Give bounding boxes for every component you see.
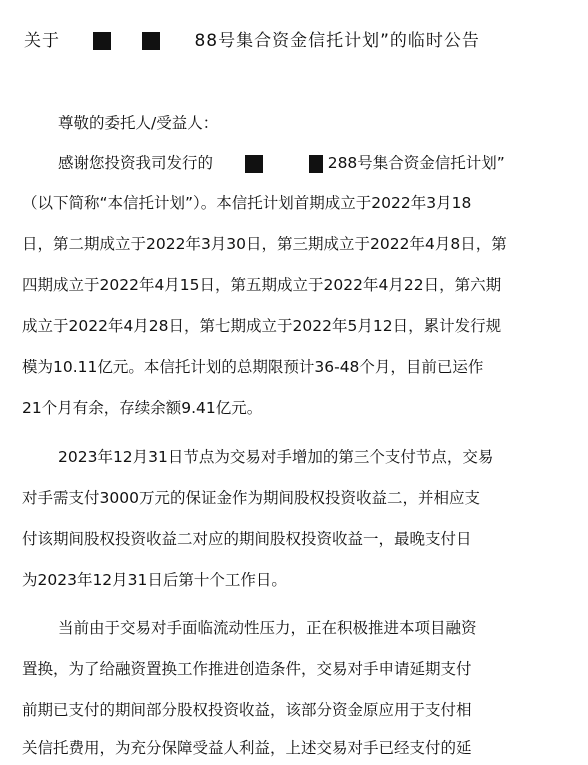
paragraph-2-line-1: 2023年12月31日节点为交易对手增加的第三个支付节点，交易 bbox=[58, 448, 494, 466]
paragraph-3-line-1: 当前由于交易对手面临流动性压力，正在积极推进本项目融资 bbox=[58, 619, 477, 637]
salutation: 尊敬的委托人/受益人： bbox=[58, 114, 219, 132]
paragraph-3-line-4: 关信托费用，为充分保障受益人利益，上述交易对手已经支付的延 bbox=[22, 739, 472, 757]
paragraph-3-line-3: 前期已支付的期间部分股权投资收益，该部分资金原应用于支付相 bbox=[22, 701, 472, 719]
paragraph-1-line-1 bbox=[58, 153, 505, 173]
paragraph-1-line-3: 日，第二期成立于2022年3月30日，第三期成立于2022年4月8日，第 bbox=[22, 235, 507, 253]
title-prefix: 关于 bbox=[24, 31, 60, 51]
redaction-block bbox=[142, 32, 160, 50]
paragraph-3-line-2: 置换，为了给融资置换工作推进创造条件，交易对手申请延期支付 bbox=[22, 660, 472, 678]
paragraph-1-line-1-prefix: 感谢您投资我司发行的 bbox=[58, 154, 214, 172]
redaction-block bbox=[245, 155, 263, 173]
paragraph-1-line-2: （以下简称“本信托计划”）。本信托计划首期成立于2022年3月18 bbox=[22, 194, 472, 212]
redaction-block bbox=[93, 32, 111, 50]
paragraph-1-line-6: 模为10.11亿元。本信托计划的总期限预计36-48个月，目前已运作 bbox=[22, 358, 484, 376]
redaction-block bbox=[309, 155, 323, 173]
announcement-title bbox=[24, 26, 480, 51]
paragraph-1-line-7: 21个月有余，存续余额9.41亿元。 bbox=[22, 399, 263, 417]
paragraph-1-line-5: 成立于2022年4月28日，第七期成立于2022年5月12日，累计发行规 bbox=[22, 317, 502, 335]
paragraph-2-line-2: 对手需支付3000万元的保证金作为期间股权投资收益二，并相应支 bbox=[22, 489, 480, 507]
paragraph-2-line-3: 付该期间股权投资收益二对应的期间股权投资收益一，最晚支付日 bbox=[22, 530, 472, 548]
title-suffix: 88号集合资金信托计划”的临时公告 bbox=[194, 31, 480, 51]
paragraph-2-line-4: 为2023年12月31日后第十个工作日。 bbox=[22, 571, 287, 589]
paragraph-1-line-1-suffix: 288号集合资金信托计划” bbox=[327, 154, 505, 172]
paragraph-1-line-4: 四期成立于2022年4月15日，第五期成立于2022年4月22日，第六期 bbox=[22, 276, 502, 294]
